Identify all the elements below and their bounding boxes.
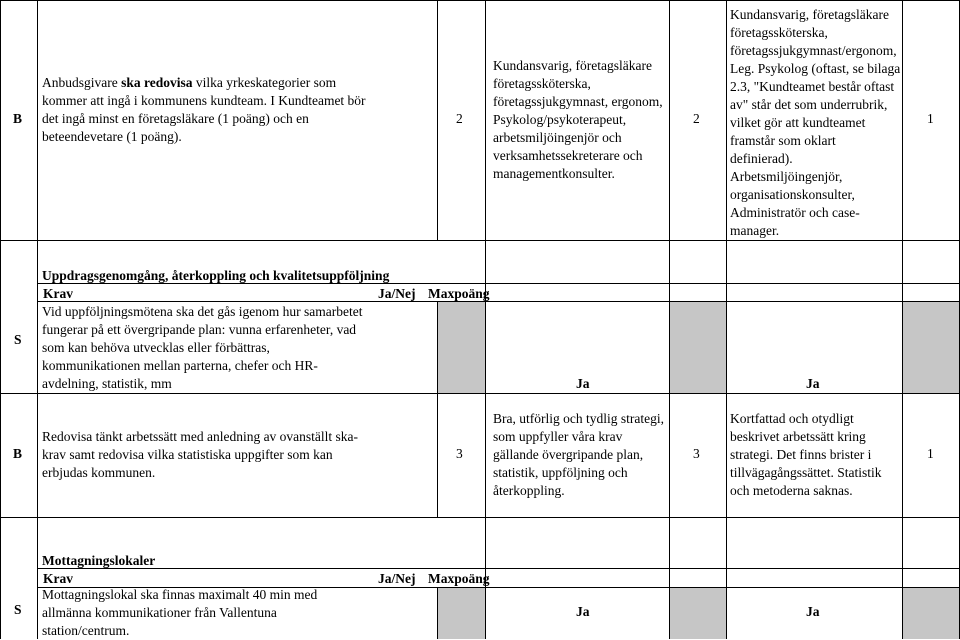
grid-line — [0, 393, 960, 394]
grid-line — [37, 0, 38, 639]
grid-line — [485, 0, 486, 639]
supplier-a-answer: Kundansvarig, företagsläkare företagssköterska, företagssjukgymnast, ergonom, Psykolog/psykoterapeut, arbetsmiljöingenjör och verksamhetssekreterare och managementkonsulter. — [493, 58, 663, 181]
column-header-janej: Ja/Nej — [378, 286, 416, 301]
score-cell: 3 — [456, 446, 463, 461]
column-header-krav: Krav — [43, 571, 73, 586]
score-cell: 3 — [693, 446, 700, 461]
row-letter: S — [14, 602, 22, 617]
gray-cell — [437, 301, 485, 393]
desc-bold: ska redovisa — [121, 75, 193, 90]
grid-line — [437, 0, 438, 240]
column-header-max: Maxpoäng — [428, 571, 490, 586]
grid-line — [437, 301, 438, 517]
score-cell: 2 — [693, 111, 700, 126]
supplier-b-answer: Ja — [806, 604, 820, 619]
score-cell: 1 — [927, 446, 934, 461]
section-heading: Mottagningslokaler — [42, 553, 156, 568]
grid-line — [669, 0, 670, 639]
column-header-max: Maxpoäng — [428, 286, 490, 301]
supplier-b-answer: Kundansvarig, företagsläkare företagssköterska, företagssjukgymnast/ergonom, Leg. Psykolog (oftast, se bilaga 2.3, "Kundteamet består oftast av" står det som underrubrik, vilket gör att kundteamet framstår som oklart definierad). Arbetsmiljöingenjör, organisationskonsulter, Administratör och case- manager. — [730, 7, 901, 238]
grid-line — [37, 301, 960, 302]
score-cell: 1 — [927, 111, 934, 126]
supplier-a-answer: Bra, utförlig och tydlig strategi, som uppfyller våra krav gällande övergripande plan, statistik, uppföljning och återkoppling. — [493, 411, 664, 498]
grid-line — [902, 0, 903, 639]
row-letter: B — [13, 446, 23, 461]
requirement-description: Anbudsgivare ska redovisa vilka yrkeskategorier som kommer att ingå i kommunens kundteam. I Kundteamet bör det ingå minst en företagsläkare (1 poäng) och en beteendevetare (1 poäng). — [42, 75, 366, 144]
requirement-text: Mottagningslokal ska finnas maximalt 40 min med allmänna kommunikationer från Vallentuna station/centrum. — [42, 587, 318, 638]
supplier-a-answer: Ja — [576, 604, 590, 619]
grid-line — [0, 0, 1, 639]
column-header-janej: Ja/Nej — [378, 571, 416, 586]
grid-line — [726, 0, 727, 639]
gray-cell — [669, 587, 726, 639]
grid-line — [0, 240, 960, 241]
requirement-description: Redovisa tänkt arbetssätt med anledning av ovanställt ska- krav samt redovisa vilka statistiska uppgifter som kan erbjudas kommunen. — [42, 429, 359, 480]
grid-line — [37, 568, 960, 569]
gray-cell — [902, 587, 960, 639]
row-letter: B — [13, 111, 23, 126]
column-header-krav: Krav — [43, 286, 73, 301]
gray-cell — [669, 301, 726, 393]
score-cell: 2 — [456, 111, 463, 126]
gray-cell — [902, 301, 960, 393]
supplier-b-answer: Kortfattad och otydligt beskrivet arbetssätt kring strategi. Det finns brister i tillvägagångssättet. Statistik och metoderna saknas. — [730, 411, 882, 498]
supplier-a-answer: Ja — [576, 376, 590, 391]
grid-line — [437, 587, 438, 639]
gray-cell — [437, 587, 485, 639]
section-heading: Uppdragsgenomgång, återkoppling och kvalitetsuppföljning — [42, 268, 390, 283]
requirement-text: Vid uppföljningsmötena ska det gås igenom hur samarbetet fungerar på ett övergripande plan: vunna erfarenheter, vad som kan behöva utvecklas eller förbättras, kommunikationen mellan parterna, chefer och HR- avdelning, statistik, mm — [42, 304, 363, 391]
supplier-b-answer: Ja — [806, 376, 820, 391]
row-letter: S — [14, 332, 22, 347]
desc-pre: Anbudsgivare — [42, 75, 122, 90]
grid-line — [0, 517, 960, 518]
grid-line — [0, 0, 960, 1]
